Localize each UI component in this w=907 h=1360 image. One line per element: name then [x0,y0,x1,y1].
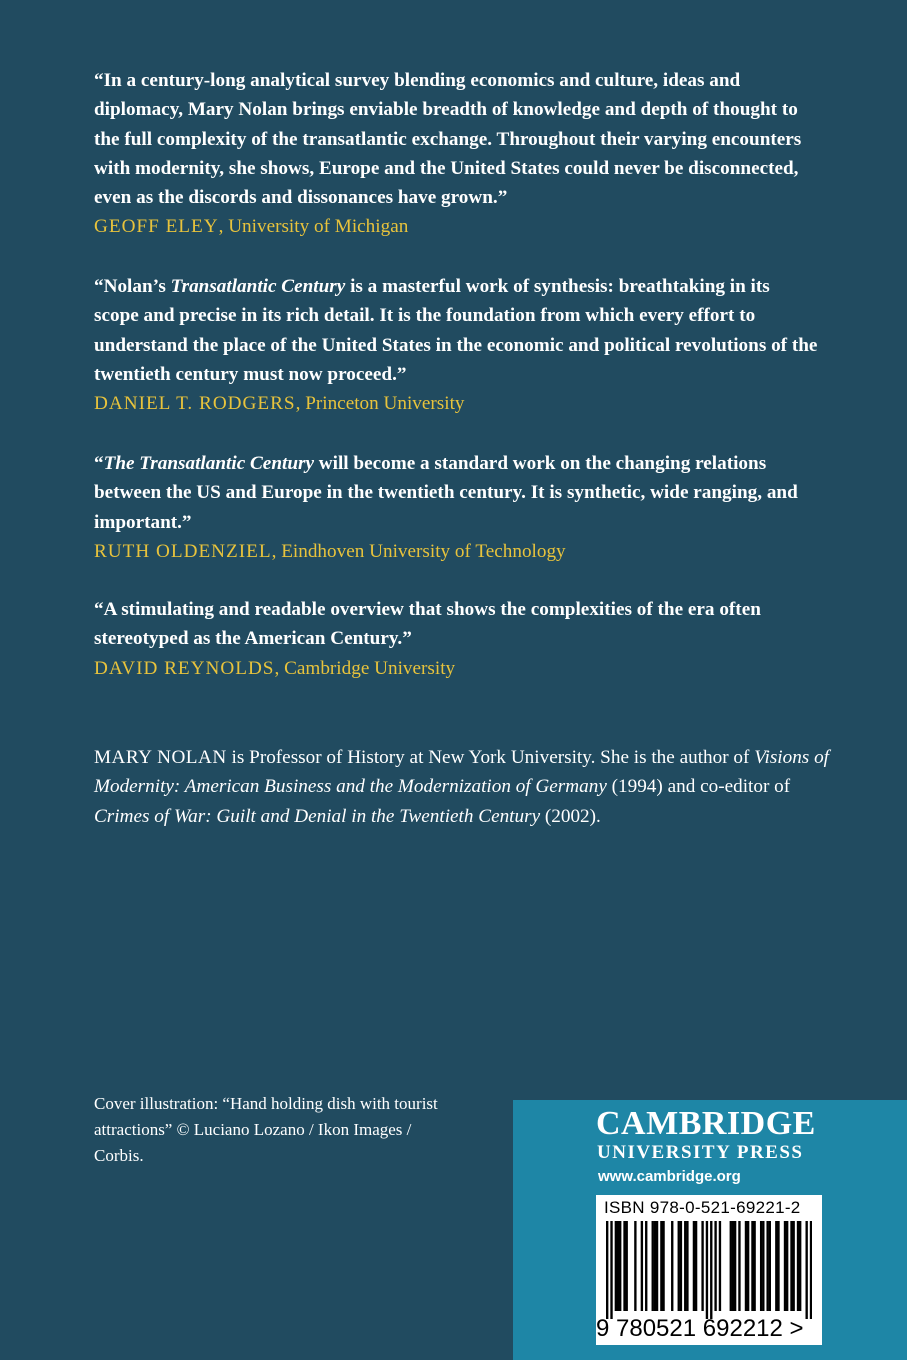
barcode-bar [701,1221,703,1311]
barcode-bar [762,1221,764,1311]
barcode-bar [786,1221,788,1311]
quote-text: “In a century-long analytical survey blending economics and culture, ideas and diplomacy, Mary Nolan brings enviable breadth of knowledge and depth of thought to the full complexity of the transatlantic exchange. Throughout their varying encounters with modernity, she shows, Europe and the United States could never be disconnected, even as the discords and dissonances have grown.” [94,70,802,209]
barcode-bar [799,1221,801,1311]
quote-attribution [94,654,819,683]
barcode-bar [626,1221,628,1311]
bio-book-title: Crimes of War: Guilt and Denial in the Twentieth Century [94,805,541,827]
quote-author: RUTH OLDENZIEL [94,540,272,562]
quote-attribution [94,389,819,418]
publisher-website: www.cambridge.org [598,1168,741,1185]
barcode-bar [680,1221,682,1311]
barcode-bar [617,1221,619,1311]
barcode-bar [710,1221,712,1319]
quote-text [94,449,819,537]
quote-book-title: Transatlantic Century [170,276,346,297]
quote-text-end: is a masterful work of synthesis: breathtaking in its scope and precise in its rich detail. It is the foundation from which every effort to understand the place of the United States in the economic and political revolutions of the twentieth century must now proceed.” [94,276,818,385]
barcode-bar [751,1221,753,1311]
barcode-bar [719,1221,721,1311]
barcode-bar [652,1221,654,1311]
endorsement-quote-4 [94,595,819,683]
barcode-bar [730,1221,732,1311]
barcode-bar [695,1221,697,1311]
quote-book-title: The Transatlantic Century [103,453,314,474]
barcode-bar [784,1221,786,1311]
bio-text: is Professor of History at New York University. She is the author of [226,747,755,768]
barcode-bar [775,1221,777,1311]
barcode-bar [732,1221,734,1311]
quote-affiliation: , Eindhoven University of Technology [271,540,566,562]
quote-text-start: “ [94,453,104,474]
quote-text-end: will become a standard work on the changing relations between the US and Europe in the twentieth century. It is synthetic, wide ranging, and important.” [94,453,798,533]
endorsement-quote-3 [94,449,819,566]
barcode-bar [662,1221,664,1311]
barcode-bar [738,1221,740,1311]
barcode-bar [641,1221,643,1311]
quote-affiliation: , Princeton University [295,393,465,415]
quote-text-start: “Nolan’s [94,276,171,297]
barcode-bar [656,1221,658,1311]
barcode-bar [760,1221,762,1311]
barcode-bar [645,1221,647,1311]
barcode-bar [747,1221,749,1311]
bio-text: (1994) and co-editor of [606,776,791,798]
barcode-bar [777,1221,779,1311]
quote-text: “A stimulating and readable overview that shows the complexities of the era often stereotyped as the American Century.” [94,599,761,650]
barcode-bar [766,1221,768,1311]
barcode-bar [693,1221,695,1311]
barcode-bar [753,1221,755,1311]
bio-text: (2002). [540,805,601,827]
barcode-bar [615,1221,617,1311]
author-bio [94,743,834,831]
barcode-bar [660,1221,662,1311]
barcode-bar [610,1221,612,1319]
bio-book-title: Visions of Modernity: American Business and the Modernization of Germany [94,747,829,798]
quote-attribution [94,212,819,241]
barcode-bar [790,1221,792,1311]
barcode-bar [671,1221,673,1311]
endorsement-quote-2 [94,272,819,418]
quote-text [94,272,819,389]
endorsement-quote-1 [94,66,819,242]
quote-author: GEOFF ELEY [94,216,219,238]
barcode-bar [678,1221,680,1311]
barcode-bar [654,1221,656,1311]
quote-affiliation: , University of Michigan [218,216,409,238]
quote-affiliation: , Cambridge University [274,657,456,679]
isbn-barcode [596,1195,822,1345]
barcode-bar [745,1221,747,1311]
barcode-bar [634,1221,636,1311]
barcode-bar [805,1221,807,1319]
barcode-bar [810,1221,812,1319]
publisher-panel [513,1100,907,1360]
cover-credit: Cover illustration: “Hand holding dish with tourist attractions” © Luciano Lozano / Ikon Images / Corbis. [94,1094,438,1165]
barcode-bar [714,1221,716,1311]
barcode-bar [734,1221,736,1311]
barcode-bar [706,1221,708,1319]
barcode-bar [797,1221,799,1311]
barcode-bar [623,1221,625,1311]
barcode-bar [686,1221,688,1311]
barcode-bar [606,1221,608,1319]
barcode-bar [769,1221,771,1311]
barcode-number: 9 780521 692212 > [596,1315,804,1342]
barcode-bars [606,1221,812,1319]
isbn-label: ISBN 978-0-521-69221-2 [604,1198,801,1217]
quote-attribution [94,537,819,566]
publisher-logo-name: CAMBRIDGE [596,1105,816,1142]
barcode-bar [792,1221,794,1311]
publisher-logo-press: UNIVERSITY PRESS [597,1142,804,1163]
barcode-bar [684,1221,686,1311]
barcode-bar [619,1221,621,1311]
author-name: MARY NOLAN [94,747,227,768]
quote-author: DANIEL T. RODGERS [94,393,296,415]
quote-author: DAVID REYNOLDS [94,657,275,679]
